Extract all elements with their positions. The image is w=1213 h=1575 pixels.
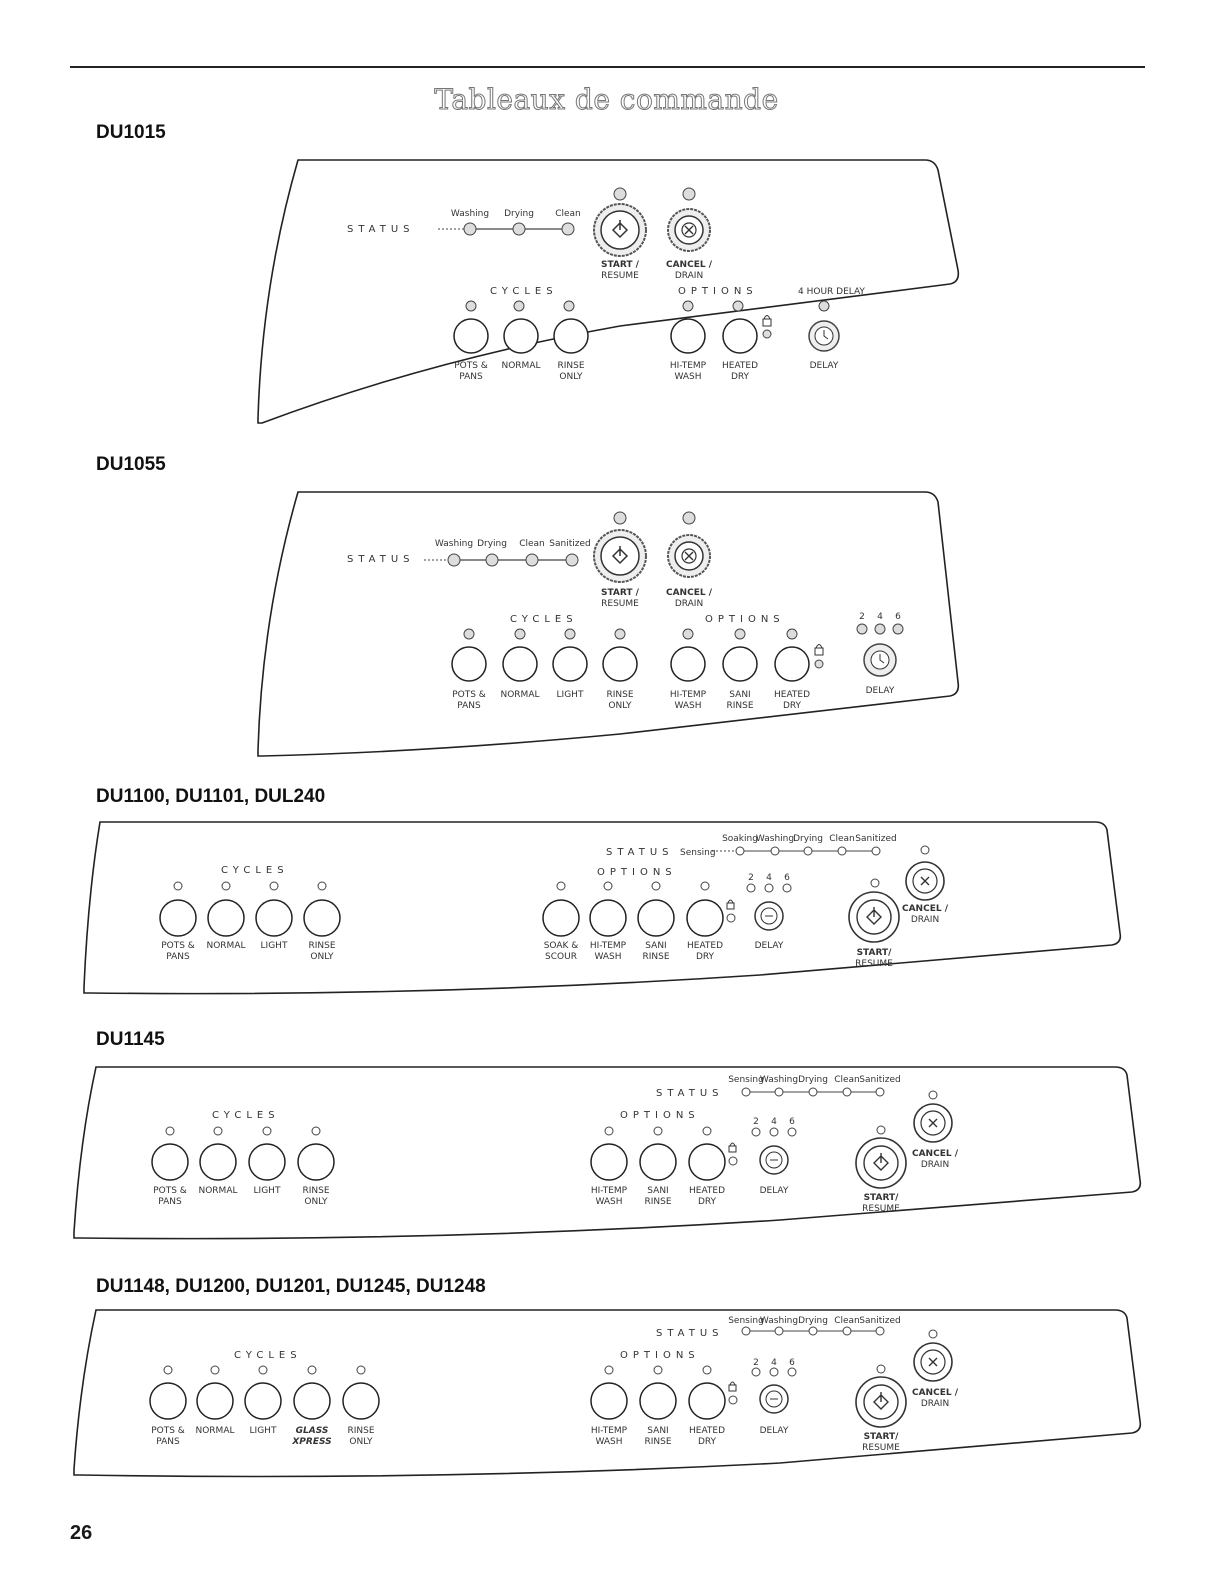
cycle-button-rinse-only[interactable] [304, 900, 340, 936]
control-panel-du1100 [0, 815, 1213, 1000]
indicator-light [683, 188, 695, 200]
drain-label: DRAIN [910, 915, 940, 925]
cycle-button-light[interactable] [245, 1383, 281, 1419]
option-button-sani-rinse[interactable] [723, 647, 757, 681]
option-label: HI-TEMP [669, 690, 707, 700]
cycle-label: NORMAL [501, 361, 541, 371]
option-button-hi-temp[interactable] [591, 1144, 627, 1180]
status-washing: Washing [755, 834, 795, 844]
status-sanitized: Sanitized [859, 1316, 901, 1326]
option-label: RINSE [644, 1437, 672, 1447]
delay-hour: 4 [766, 873, 772, 883]
cycle-label: RINSE [606, 690, 634, 700]
status-light [464, 223, 476, 235]
cycles-label: CYCLES [212, 1110, 280, 1121]
start-resume-button[interactable] [856, 1138, 906, 1188]
model-heading: DU1055 [96, 454, 166, 475]
option-button-soak-scour[interactable] [543, 900, 579, 936]
status-drying: Drying [798, 1316, 828, 1326]
resume-label: RESUME [601, 599, 639, 609]
option-label: HEATED [721, 361, 759, 371]
option-label: DRY [697, 1437, 717, 1447]
status-label: STATUS [347, 554, 415, 565]
delay-header: 4 HOUR DELAY [798, 287, 865, 297]
status-sensing: Sensing [728, 1075, 764, 1085]
cycle-button-light[interactable] [256, 900, 292, 936]
cycle-label: PANS [459, 372, 483, 382]
start-label: START/ [863, 1193, 899, 1203]
option-button-hi-temp[interactable] [590, 900, 626, 936]
option-button-heated-dry[interactable] [689, 1383, 725, 1419]
cycles-label: CYCLES [234, 1350, 302, 1361]
start-label: START / [601, 260, 639, 270]
delay-button[interactable] [809, 321, 839, 351]
cycle-label: POTS & [151, 1426, 185, 1436]
option-label: HEATED [686, 941, 724, 951]
status-label: STATUS [656, 1088, 724, 1099]
cycle-label: ONLY [559, 372, 583, 382]
cycle-button-light[interactable] [249, 1144, 285, 1180]
model-heading: DU1148, DU1200, DU1201, DU1245, DU1248 [96, 1276, 486, 1297]
options-label: OPTIONS [705, 614, 785, 625]
delay-label: DELAY [754, 941, 784, 951]
option-label: WASH [595, 1197, 623, 1207]
cycle-label: POTS & [161, 941, 195, 951]
option-label: RINSE [644, 1197, 672, 1207]
drain-label: DRAIN [674, 271, 704, 281]
option-label: HEATED [688, 1426, 726, 1436]
drain-label: DRAIN [920, 1160, 950, 1170]
delay-hour: 2 [859, 612, 865, 622]
delay-hour: 4 [771, 1358, 777, 1368]
status-washing: Washing [434, 539, 474, 549]
status-label: STATUS [347, 224, 415, 235]
cycle-label: LIGHT [556, 690, 584, 700]
delay-hour: 4 [877, 612, 883, 622]
option-label: HI-TEMP [589, 941, 627, 951]
option-label: WASH [674, 701, 702, 711]
option-label: DRY [730, 372, 750, 382]
cycle-label: RINSE [347, 1426, 375, 1436]
cycle-button-pots-pans[interactable] [454, 319, 488, 353]
delay-button[interactable] [760, 1146, 788, 1174]
cycle-label: PANS [158, 1197, 182, 1207]
option-label: RINSE [642, 952, 670, 962]
delay-hour: 2 [748, 873, 754, 883]
options-label: OPTIONS [678, 286, 758, 297]
delay-button[interactable] [864, 644, 896, 676]
cycle-label: PANS [166, 952, 190, 962]
status-sensing: Sensing [728, 1316, 764, 1326]
option-label: RINSE [726, 701, 754, 711]
cycles-label: CYCLES [510, 614, 578, 625]
drain-label: DRAIN [674, 599, 704, 609]
control-panel-du1145 [0, 1060, 1213, 1245]
resume-label: RESUME [862, 1204, 900, 1214]
option-label: DRY [697, 1197, 717, 1207]
lock-icon [727, 900, 734, 909]
cycle-button-pots-pans[interactable] [160, 900, 196, 936]
cycle-label: RINSE [557, 361, 585, 371]
model-heading: DU1015 [96, 122, 166, 143]
cancel-label: CANCEL / [901, 904, 949, 914]
start-label: START/ [856, 948, 892, 958]
lock-icon [763, 316, 771, 327]
cycle-label: POTS & [452, 690, 486, 700]
delay-label: DELAY [759, 1186, 789, 1196]
model-heading: DU1145 [96, 1029, 165, 1050]
cycle-button-rinse-only[interactable] [554, 319, 588, 353]
cancel-drain-button[interactable] [914, 1343, 952, 1381]
cycle-label: POTS & [153, 1186, 187, 1196]
option-label: SCOUR [545, 952, 577, 962]
cycle-button-normal[interactable] [200, 1144, 236, 1180]
drain-label: DRAIN [920, 1399, 950, 1409]
option-label: SANI [647, 1186, 669, 1196]
option-label: WASH [594, 952, 622, 962]
delay-label: DELAY [759, 1426, 789, 1436]
status-washing: Washing [450, 209, 490, 219]
cycle-button-pots-pans[interactable] [152, 1144, 188, 1180]
cycle-button-glass-xpress[interactable] [294, 1383, 330, 1419]
control-panel-du1015 [0, 150, 1213, 440]
cycles-label: CYCLES [221, 865, 289, 876]
delay-hour: 2 [753, 1358, 759, 1368]
cycle-label: RINSE [302, 1186, 330, 1196]
option-button-sani-rinse[interactable] [640, 1144, 676, 1180]
status-clean: Clean [834, 1075, 860, 1085]
resume-label: RESUME [862, 1443, 900, 1453]
cycle-label: POTS & [454, 361, 488, 371]
control-panel-du1148 [0, 1303, 1213, 1488]
status-drying: Drying [798, 1075, 828, 1085]
cycle-label: NORMAL [198, 1186, 238, 1196]
cycle-label: LIGHT [253, 1186, 281, 1196]
cancel-drain-button[interactable] [668, 209, 710, 251]
start-resume-button[interactable] [849, 892, 899, 942]
option-button-heated-dry[interactable] [775, 647, 809, 681]
option-label: WASH [674, 372, 702, 382]
status-sanitized: Sanitized [859, 1075, 901, 1085]
delay-hour: 2 [753, 1117, 759, 1127]
start-resume-button[interactable] [856, 1377, 906, 1427]
cycles-label: CYCLES [490, 286, 558, 297]
start-label: START/ [863, 1432, 899, 1442]
cancel-label: CANCEL / [665, 588, 713, 598]
status-soaking: Soaking [722, 834, 758, 844]
status-label: STATUS [606, 847, 674, 858]
status-washing: Washing [759, 1075, 799, 1085]
cycle-button-rinse-only[interactable] [298, 1144, 334, 1180]
cancel-drain-button[interactable] [914, 1104, 952, 1142]
cycle-label: NORMAL [206, 941, 246, 951]
cycle-label: LIGHT [260, 941, 288, 951]
start-resume-button[interactable] [594, 530, 646, 582]
cycle-label: GLASS [295, 1426, 329, 1436]
resume-label: RESUME [855, 959, 893, 969]
top-rule [70, 66, 1145, 68]
option-label: HEATED [773, 690, 811, 700]
cycle-button-rinse-only[interactable] [603, 647, 637, 681]
status-sensing: Sensing [680, 848, 716, 858]
delay-label: DELAY [809, 361, 839, 371]
delay-button[interactable] [760, 1385, 788, 1413]
option-button-heated-dry[interactable] [689, 1144, 725, 1180]
option-button-hi-temp[interactable] [591, 1383, 627, 1419]
start-resume-button[interactable] [594, 204, 646, 256]
cycle-button-normal[interactable] [503, 647, 537, 681]
option-label: SANI [729, 690, 751, 700]
cycle-button-pots-pans[interactable] [150, 1383, 186, 1419]
cycle-label: NORMAL [500, 690, 540, 700]
options-label: OPTIONS [620, 1350, 700, 1361]
status-light [562, 223, 574, 235]
option-button-sani-rinse[interactable] [640, 1383, 676, 1419]
options-label: OPTIONS [620, 1110, 700, 1121]
options-label: OPTIONS [597, 867, 677, 878]
cycle-label: PANS [457, 701, 481, 711]
option-label: SOAK & [543, 941, 579, 951]
option-label: SANI [645, 941, 667, 951]
option-button-heated-dry[interactable] [687, 900, 723, 936]
option-label: HI-TEMP [669, 361, 707, 371]
cancel-label: CANCEL / [911, 1149, 959, 1159]
lock-icon [729, 1143, 736, 1152]
status-label: STATUS [656, 1328, 724, 1339]
option-button-sani-rinse[interactable] [638, 900, 674, 936]
option-label: WASH [595, 1437, 623, 1447]
cancel-label: CANCEL / [911, 1388, 959, 1398]
cycle-button-normal[interactable] [197, 1383, 233, 1419]
option-button-hi-temp[interactable] [671, 647, 705, 681]
option-button-heated-dry[interactable] [723, 319, 757, 353]
cycle-button-normal[interactable] [504, 319, 538, 353]
delay-hour: 6 [789, 1358, 795, 1368]
delay-hour: 6 [789, 1117, 795, 1127]
delay-hour: 6 [895, 612, 901, 622]
lock-icon [815, 645, 823, 656]
status-drying: Drying [477, 539, 507, 549]
cancel-label: CANCEL / [665, 260, 713, 270]
status-clean: Clean [519, 539, 545, 549]
cancel-drain-button[interactable] [906, 862, 944, 900]
delay-label: DELAY [865, 686, 895, 696]
control-panel-du1055 [0, 482, 1213, 772]
option-label: HI-TEMP [590, 1426, 628, 1436]
status-clean: Clean [555, 209, 581, 219]
status-sanitized: Sanitized [855, 834, 897, 844]
cycle-label: ONLY [304, 1197, 328, 1207]
cycle-label: ONLY [349, 1437, 373, 1447]
cycle-label: LIGHT [249, 1426, 277, 1436]
option-label: HI-TEMP [590, 1186, 628, 1196]
page-number: 26 [70, 1522, 93, 1544]
delay-hour: 6 [784, 873, 790, 883]
cycle-label: ONLY [608, 701, 632, 711]
option-label: HEATED [688, 1186, 726, 1196]
cycle-label: ONLY [310, 952, 334, 962]
indicator-light [614, 188, 626, 200]
status-sanitized: Sanitized [549, 539, 591, 549]
status-light [513, 223, 525, 235]
lock-icon [729, 1382, 736, 1391]
delay-hour: 4 [771, 1117, 777, 1127]
start-label: START / [601, 588, 639, 598]
status-drying: Drying [504, 209, 534, 219]
model-heading: DU1100, DU1101, DUL240 [96, 786, 326, 807]
option-label: SANI [647, 1426, 669, 1436]
cycle-label: NORMAL [195, 1426, 235, 1436]
cycle-button-pots-pans[interactable] [452, 647, 486, 681]
option-label: DRY [782, 701, 802, 711]
cycle-button-light[interactable] [553, 647, 587, 681]
page-title: Tableaux de commande [434, 83, 779, 116]
cycle-label: XPRESS [292, 1437, 332, 1447]
status-washing: Washing [759, 1316, 799, 1326]
option-button-hi-temp[interactable] [671, 319, 705, 353]
status-clean: Clean [829, 834, 855, 844]
option-label: DRY [695, 952, 715, 962]
cancel-drain-button[interactable] [668, 535, 710, 577]
cycle-button-normal[interactable] [208, 900, 244, 936]
status-clean: Clean [834, 1316, 860, 1326]
status-drying: Drying [793, 834, 823, 844]
cycle-label: PANS [156, 1437, 180, 1447]
cycle-label: RINSE [308, 941, 336, 951]
resume-label: RESUME [601, 271, 639, 281]
delay-button[interactable] [755, 902, 783, 930]
cycle-button-rinse-only[interactable] [343, 1383, 379, 1419]
